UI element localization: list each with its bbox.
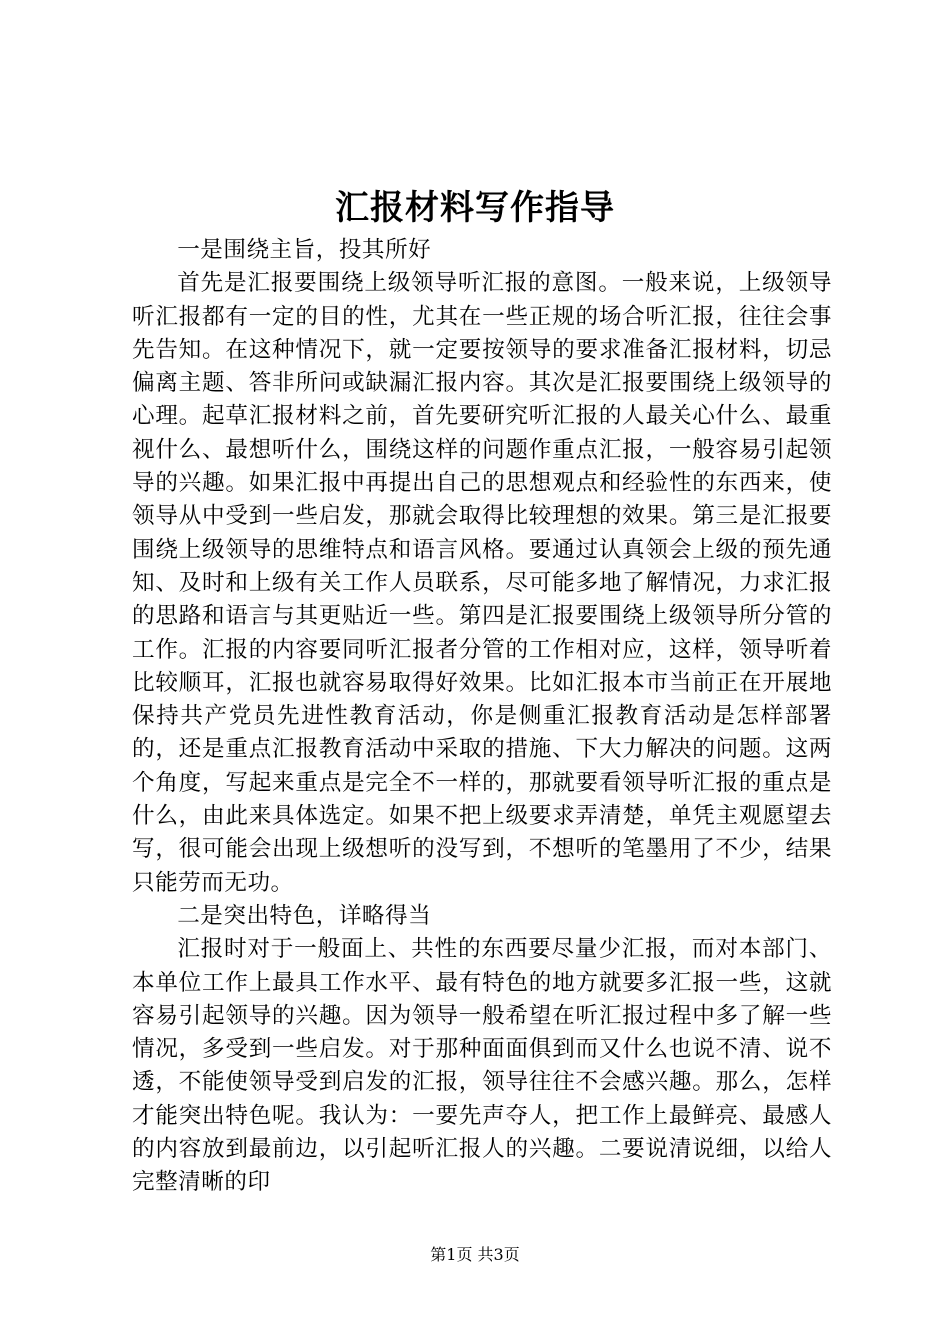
document-body bbox=[132, 234, 832, 1200]
page-number-footer: 第1页 共3页 bbox=[430, 1245, 520, 1264]
paragraph-2: 汇报时对于一般面上、共性的东西要尽量少汇报，而对本部门、本单位工作上最具工作水平、最有特色的地方就要多汇报一些，这就容易引起领导的兴趣。因为领导一般希望在听汇报过程中多了解一些情况，多受到一些启发。对于那种面面俱到而又什么也说不清、说不透，不能使领导受到启发的汇报，领导往往不会感兴趣。那么，怎样才能突出特色呢。我认为：一要先声夺人，把工作上最鲜亮、最感人的内容放到最前边，以引起听汇报人的兴趣。二要说清说细，以给人完整清晰的印 bbox=[132, 936, 832, 1196]
section-heading-1: 一是围绕主旨，投其所好 bbox=[177, 237, 432, 263]
section-heading-2: 二是突出特色，详略得当 bbox=[177, 902, 432, 929]
document-title: 汇报材料写作指导 bbox=[335, 188, 615, 228]
paragraph-1: 首先是汇报要围绕上级领导听汇报的意图。一般来说，上级领导听汇报都有一定的目的性，尤其在一些正规的场合听汇报，往往会事先告知。在这种情况下，就一定要按领导的要求准备汇报材料，切忌偏离主题、答非所问或缺漏汇报内容。其次是汇报要围绕上级领导的心理。起草汇报材料之前，首先要研究听汇报的人最关心什么、最重视什么、最想听什么，围绕这样的问题作重点汇报，一般容易引起领导的兴趣。如果汇报中再提出自己的思想观点和经验性的东西来，使领导从中受到一些启发，那就会取得比较理想的效果。第三是汇报要围绕上级领导的思维特点和语言风格。要通过认真领会上级的预先通知、及时和上级有关工作人员联系，尽可能多地了解情况，力求汇报的思路和语言与其更贴近一些。第四是汇报要围绕上级领导所分管的工作。汇报的内容要同听汇报者分管的工作相对应，这样，领导听着比较顺耳，汇报也就容易取得好效果。比如汇报本市当前正在开展地保持共产党员先进性教育活动，你是侧重汇报教育活动是怎样部署的，还是重点汇报教育活动中采取的措施、下大力解决的问题。这两个角度，写起来重点是完全不一样的，那就要看领导听汇报的重点是什么，由此来具体选定。如果不把上级要求弄清楚，单凭主观愿望去写，很可能会出现上级想听的没写到，不想听的笔墨用了不少，结果只能劳而无功。 bbox=[132, 270, 832, 896]
